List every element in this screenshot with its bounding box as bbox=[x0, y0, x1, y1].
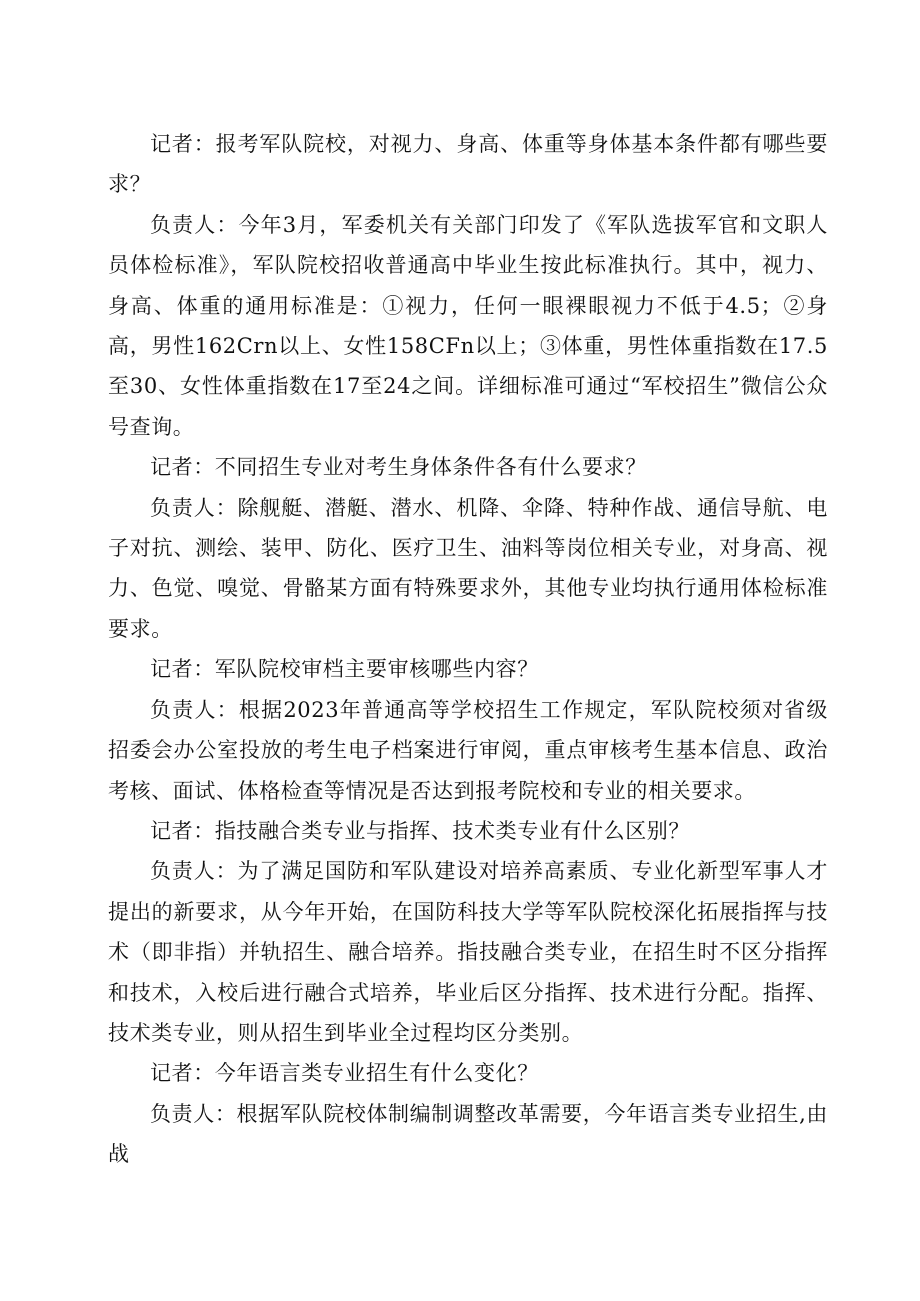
question-paragraph: 记者：指技融合类专业与指挥、技术类专业有什么区别？ bbox=[150, 818, 690, 843]
answer-paragraph: 负责人：根据军队院校体制编制调整改革需要，今年语言类专业招生,由战 bbox=[108, 1101, 828, 1167]
answer-paragraph: 负责人：除舰艇、潜艇、潜水、机降、伞降、特种作战、通信导航、电子对抗、测绘、装甲、防化、医疗卫生、油料等岗位相关专业，对身高、视力、色觉、嗅觉、骨骼某方面有特殊要求外，其他专业均执行通用体检标准要求。 bbox=[108, 495, 828, 641]
answer-paragraph: 负责人：今年3月，军委机关有关部门印发了《军队选拔军官和文职人员体检标准》，军队院校招收普通高中毕业生按此标准执行。其中，视力、身高、体重的通用标准是：①视力，任何一眼裸眼视力不低于4.5；②身高，男性162Crn以上、女性158CFn以上；③体重，男性体重指数在17.5至30、女性体重指数在17至24之间。详细标准可通过“军校招生”微信公众号查询。 bbox=[108, 212, 828, 439]
question-paragraph: 记者：军队院校审档主要审核哪些内容？ bbox=[150, 657, 539, 682]
answer-paragraph: 负责人：为了满足国防和军队建设对培养高素质、专业化新型军事人才提出的新要求，从今年开始，在国防科技大学等军队院校深化拓展指挥与技术（即非指）并轨招生、融合培养。指技融合类专业，在招生时不区分指挥和技术，入校后进行融合式培养，毕业后区分指挥、技术进行分配。指挥、技术类专业，则从招生到毕业全过程均区分类别。 bbox=[108, 859, 828, 1045]
question-paragraph: 记者：今年语言类专业招生有什么变化？ bbox=[150, 1061, 539, 1086]
answer-paragraph: 负责人：根据2023年普通高等学校招生工作规定，军队院校须对省级招委会办公室投放的考生电子档案进行审阅，重点审核考生基本信息、政治考核、面试、体格检查等情况是否达到报考院校和专业的相关要求。 bbox=[108, 697, 828, 803]
question-paragraph: 记者：不同招生专业对考生身体条件各有什么要求？ bbox=[150, 455, 647, 480]
document-body bbox=[108, 124, 828, 1175]
question-paragraph: 记者：报考军队院校，对视力、身高、体重等身体基本条件都有哪些要求？ bbox=[108, 132, 828, 197]
